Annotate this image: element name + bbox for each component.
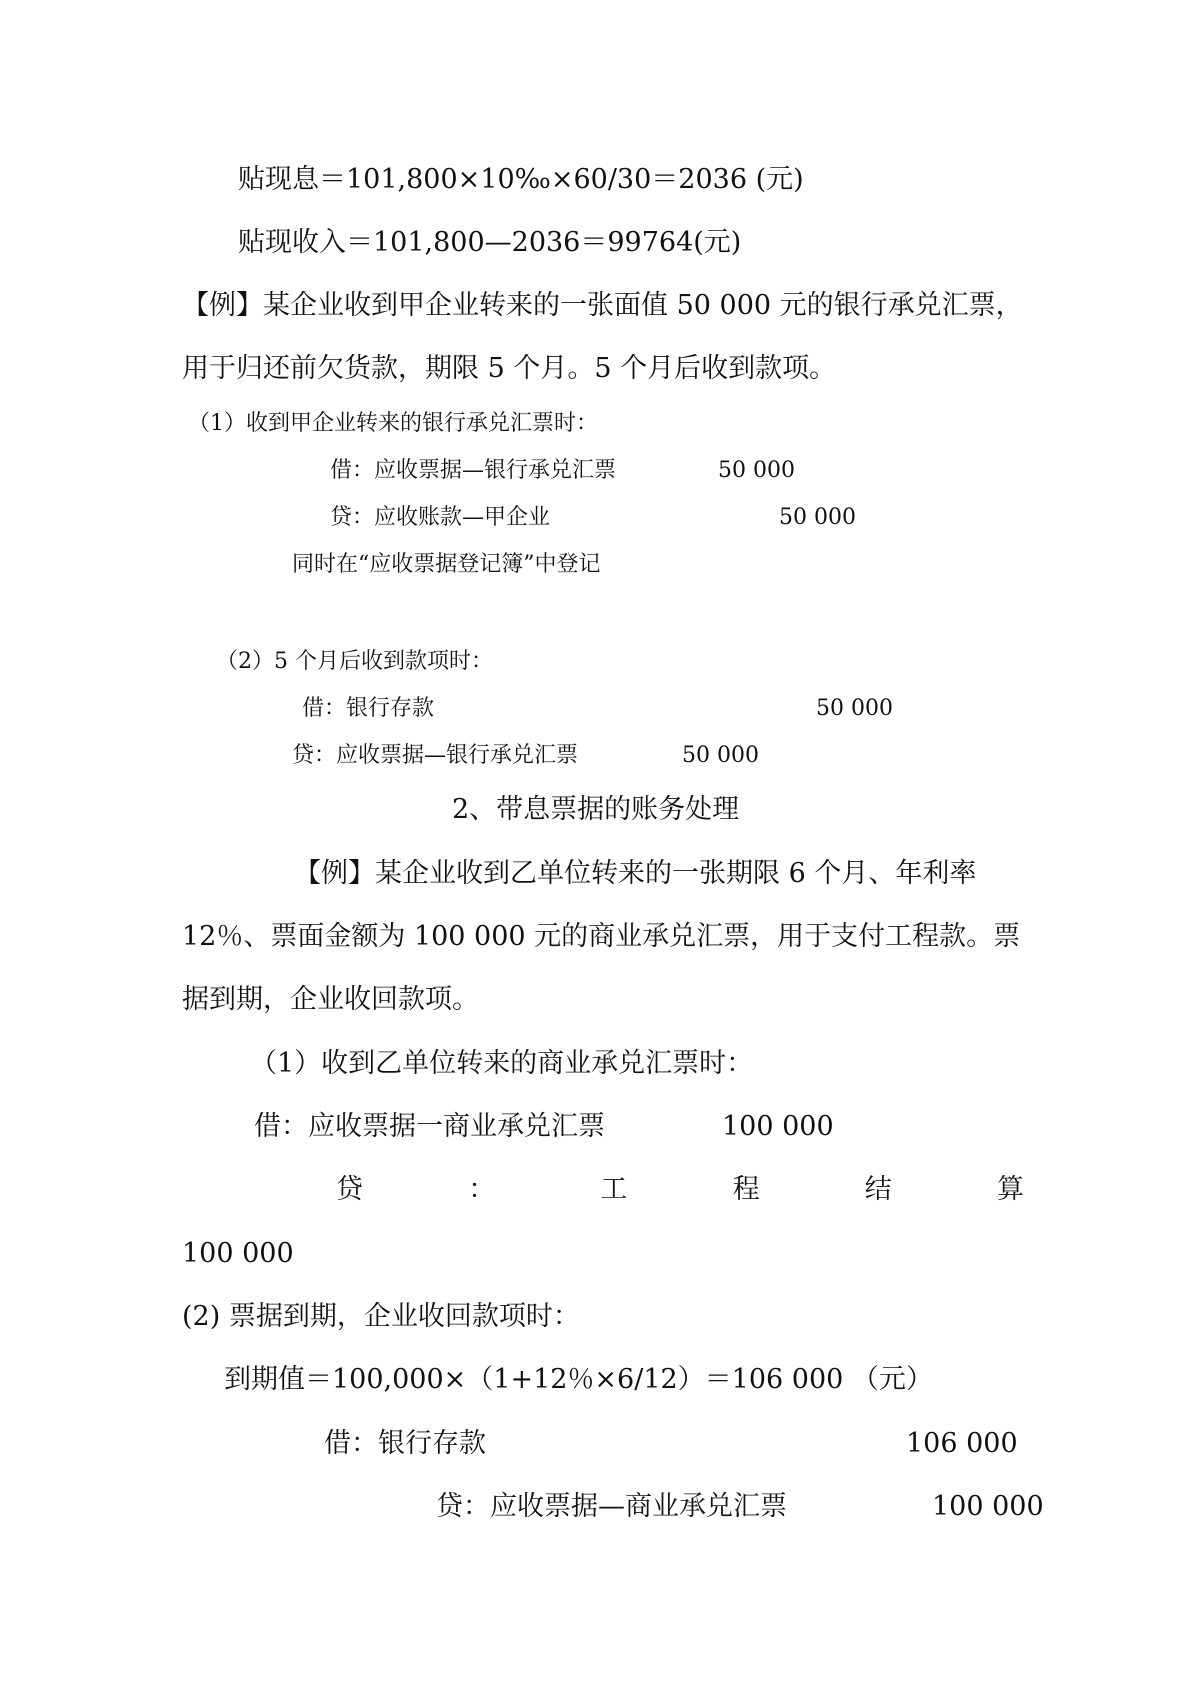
example1-step2-credit: 贷：应收票据—银行承兑汇票	[292, 743, 579, 768]
section2-step1-debit-amount: 100 000	[722, 1111, 834, 1142]
section2-step2-credit-amount: 100 000	[932, 1491, 1044, 1522]
section2-paragraph-line1: 【例】某企业收到乙单位转来的一张期限 6 个月、年利率	[294, 858, 977, 889]
example1-step1-credit-amount: 50 000	[779, 505, 856, 530]
example1-step2-debit: 借：银行存款	[302, 696, 435, 721]
example1-step1-title: （1）收到甲企业转来的银行承兑汇票时：	[188, 411, 598, 436]
section2-step2-debit-amount: 106 000	[906, 1428, 1018, 1459]
example1-paragraph-line1: 【例】某企业收到甲企业转来的一张面值 50 000 元的银行承兑汇票，	[182, 290, 1023, 321]
example1-step1-note: 同时在“应收票据登记簿”中登记	[292, 552, 601, 577]
section2-step1-credit-spread	[336, 1176, 1024, 1203]
discount-interest-line: 贴现息＝101,800×10‰×60/30＝2036 (元)	[238, 164, 804, 195]
credit-char: 程	[732, 1174, 760, 1205]
credit-char: ：	[468, 1174, 496, 1205]
example1-step2-title: （2）5 个月后收到款项时：	[216, 649, 493, 674]
example1-step1-debit: 借：应收票据—银行承兑汇票	[330, 458, 617, 483]
credit-char: 工	[600, 1174, 628, 1205]
example1-paragraph-line2: 用于归还前欠货款，期限 5 个月。5 个月后收到款项。	[182, 353, 837, 384]
section2-paragraph-line3: 据到期，企业收回款项。	[182, 984, 479, 1015]
section2-step1-credit-amount: 100 000	[182, 1238, 294, 1269]
example1-step2-credit-amount: 50 000	[682, 743, 759, 768]
section2-step2-title: (2) 票据到期，企业收回款项时：	[182, 1301, 580, 1332]
section2-step2-credit: 贷：应收票据—商业承兑汇票	[436, 1491, 787, 1522]
maturity-value-calc: 到期值＝100,000×（1+12％×6/12）＝106 000 （元）	[224, 1364, 933, 1395]
credit-char: 贷	[336, 1174, 363, 1205]
section2-heading: 2、带息票据的账务处理	[452, 794, 740, 825]
section2-step1-title: （1）收到乙单位转来的商业承兑汇票时：	[250, 1048, 754, 1079]
discount-income-line: 贴现收入＝101,800—2036＝99764(元)	[238, 227, 742, 258]
example1-step2-debit-amount: 50 000	[816, 696, 893, 721]
section2-step1-debit: 借：应收票据一商业承兑汇票	[254, 1111, 605, 1142]
credit-char: 算	[996, 1174, 1024, 1205]
section2-step2-debit: 借：银行存款	[324, 1428, 486, 1459]
example1-step1-debit-amount: 50 000	[718, 458, 795, 483]
credit-char: 结	[864, 1174, 892, 1205]
example1-step1-credit: 贷：应收账款—甲企业	[330, 505, 551, 530]
section2-paragraph-line2: 12％、票面金额为 100 000 元的商业承兑汇票，用于支付工程款。票	[182, 921, 1021, 952]
